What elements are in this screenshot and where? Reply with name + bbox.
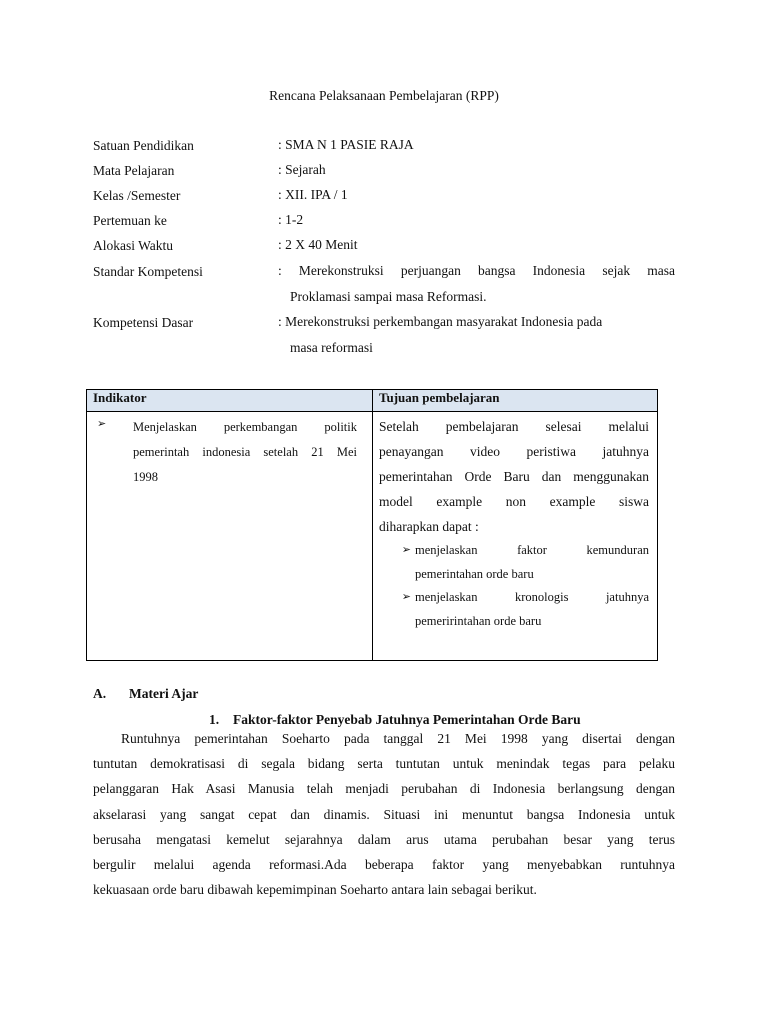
arrow-bullet-icon: ➢ <box>97 418 107 430</box>
section-letter: A. <box>93 686 107 701</box>
paragraph-line: kekuasaan orde baru dibawah kepemimpinan Soeharto antara lain sebagai berikut. <box>93 882 537 898</box>
arrow-bullet-icon: ➢ <box>401 591 411 603</box>
section-title: Materi Ajar <box>129 686 199 701</box>
info-label-standar: Standar Kompetensi <box>93 264 203 279</box>
info-label-kelas: Kelas /Semester <box>93 188 181 203</box>
info-label-alokasi: Alokasi Waktu <box>93 238 174 253</box>
kompetensi-line-1: : Merekonstruksi perkembangan masyarakat Indonesia pada <box>278 314 603 329</box>
standar-line-2: Proklamasi sampai masa Reformasi. <box>290 289 487 304</box>
subitem-line: menjelaskan kronologis jatuhnya <box>415 590 649 604</box>
info-label-kompetensi: Kompetensi Dasar <box>93 315 194 330</box>
standar-line-1: : Merekonstruksi perjuangan bangsa Indonesia sejak masa <box>278 263 675 278</box>
paragraph-line: tuntutan demokratisasi di segala bidang serta tuntutan untuk menindak tegas para pelaku <box>93 756 675 772</box>
body-paragraph <box>93 726 675 902</box>
document-title: Rencana Pelaksanaan Pembelajaran (RPP) <box>269 88 499 103</box>
header-tujuan: Tujuan pembelajaran <box>373 390 658 412</box>
subitem-line: pemeririntahan orde baru <box>415 613 542 628</box>
info-value-kelas: : XII. IPA / 1 <box>278 187 348 202</box>
paragraph-line: berusaha mengatasi kemelut sejarahnya dalam arus utama perubahan besar yang terus <box>93 831 675 847</box>
tujuan-line: pemerintahan Orde Baru dan menggunakan <box>379 469 649 484</box>
tujuan-subitem <box>373 539 657 586</box>
tujuan-subitem <box>373 586 657 633</box>
subitem-line: pemerintahan orde baru <box>415 566 534 581</box>
info-label-satuan: Satuan Pendidikan <box>93 138 194 153</box>
tujuan-line: penayangan video peristiwa jatuhnya <box>379 444 649 459</box>
info-value-kompetensi <box>278 309 675 361</box>
subsection-number: 1. <box>209 712 220 727</box>
paragraph-line: Runtuhnya pemerintahan Soeharto pada tanggal 21 Mei 1998 yang disertai dengan <box>121 731 675 746</box>
rpp-table <box>86 389 658 661</box>
indikator-line: pemerintah indonesia setelah 21 Mei <box>133 445 357 459</box>
arrow-bullet-icon: ➢ <box>401 544 411 556</box>
section-heading <box>93 686 198 702</box>
info-value-standar <box>278 258 675 310</box>
cell-tujuan <box>373 412 658 661</box>
paragraph-line: bergulir melalui agenda reformasi.Ada beberapa faktor yang menyebabkan runtuhnya <box>93 857 675 873</box>
indikator-line: Menjelaskan perkembangan politik <box>133 420 357 434</box>
tujuan-text <box>373 412 657 539</box>
table-row <box>87 412 658 661</box>
kompetensi-line-2: masa reformasi <box>290 340 373 355</box>
info-value-pertemuan: : 1-2 <box>278 212 304 227</box>
info-value-mapel: : Sejarah <box>278 162 326 177</box>
tujuan-line: diharapkan dapat : <box>379 519 479 534</box>
tujuan-line: Setelah pembelajaran selesai melalui <box>379 419 649 434</box>
cell-indikator <box>87 412 373 661</box>
tujuan-line: model example non example siswa <box>379 494 649 509</box>
table-header-row <box>87 390 658 412</box>
indikator-text <box>133 415 357 490</box>
paragraph-line: akselarasi yang sangat cepat dan dinamis. Situasi ini menuntut bangsa Indonesia untuk <box>93 806 675 822</box>
info-value-alokasi: : 2 X 40 Menit <box>278 237 358 252</box>
paragraph-line: pelanggaran Hak Asasi Manusia telah menjadi perubahan di Indonesia berlangsung dengan <box>93 781 675 797</box>
subsection-title: Faktor-faktor Penyebab Jatuhnya Pemerintahan Orde Baru <box>233 712 581 727</box>
header-indikator: Indikator <box>87 390 373 412</box>
info-label-pertemuan: Pertemuan ke <box>93 213 167 228</box>
info-label-mapel: Mata Pelajaran <box>93 163 175 178</box>
indikator-line: 1998 <box>133 470 158 484</box>
info-value-satuan: : SMA N 1 PASIE RAJA <box>278 137 414 152</box>
subitem-line: menjelaskan faktor kemunduran <box>415 543 649 557</box>
